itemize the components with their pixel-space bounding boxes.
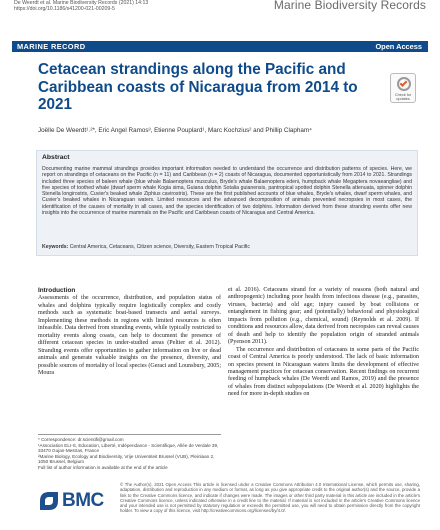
keywords-line — [42, 244, 412, 250]
license-text: © The Author(s). 2021 Open Access This article is licensed under a Creative Commons Attribution 4.0 International License, which permits use, sharing, adaptation, distribution and reproduction in any medium or format, as long as you give appropriate credit to the original author(s) and the source, provide a link to the Creative Commons licence, and indicate if changes were made. The images or other third party material in this article are included in the article's Creative Commons licence, unless indicated otherwise in a credit line to the material. If material is not included in the article's Creative Commons licence and your intended use is not permitted by statutory regulation or exceeds the permitted use, you will need to obtain permission directly from the copyright holder. To view a copy of this licence, visit http://creativecommons.org/licenses/by/4.0/. — [120, 482, 420, 514]
abstract-heading: Abstract — [42, 154, 70, 161]
body-column-left — [38, 287, 221, 377]
introduction-paragraph-1-continued: et al. 2016). Cetaceans strand for a variety of reasons (both natural and anthropogenic) including poor health from infectious disease (e.g., parasites, viruses, bacteria) and old age; injury caused by boat collisions or entanglement in fishing gear; and (potentially) behavioral and physiological impacts from pollution (e.g., chemical, sound) (Reynolds et al. 2009). If conditions and resources allow, data derived from necropsies can reveal causes of death and help to identify the population origin of stranded animals (Pyenson 2011). — [228, 287, 419, 346]
citation-line: De Weerdt et al. Marine Biodiversity Records (2021) 14:13 https://doi.org/10.1186/s41200-021-00209-5 — [14, 0, 149, 12]
introduction-paragraph-2: The occurrence and distribution of cetaceans in some parts of the Pacific coast of Central America is poorly understood. The lack of basic information on species present in Nicaraguan waters limits the development of effective management practices for cetacean conservation. Recent findings on recurrent feeding of humpback whales (De Weerdt and Ramos, 2019) and the presence of whales from distinct subpopulations (De Weerdt et al. 2020) highlights the need for more in-depth studies on — [228, 346, 419, 398]
keywords-label: Keywords: — [42, 244, 69, 250]
article-type-label: MARINE RECORD — [17, 42, 86, 51]
publisher-logo[interactable] — [38, 486, 108, 516]
article-type-bar — [12, 41, 428, 52]
keywords-list: Central America, Cetaceans, Citizen science, Diversity, Eastern Tropical Pacific — [69, 244, 250, 250]
check-for-updates-label: Check for updates — [394, 93, 412, 102]
bmc-logo-icon — [38, 490, 60, 512]
introduction-paragraph-1: Assessments of the occurrence, distribution, and population status of whales and dolphins typically require logistically complex and costly methods such as systematic boat-based transects and aerial surveys. Implementing these methods in regions with limited resources is often infeasible. Data derived from stranding events, while typically restricted to mortality events along coasts, can help to document the presence of different cetacean species in under-studied areas (Peltier et al. 2012). Stranding events offer opportunities to gather information on live or dead animals and generate valuable insights on the presence, diversity, and possible sources of mortality of local species (Geraci and Lounsbury, 2005; Moura — [38, 295, 221, 376]
journal-name[interactable]: Marine Biodiversity Records — [273, 0, 426, 12]
article-title: Cetacean strandings along the Pacific and Caribbean coasts of Nicaragua from 2014 to 2021 — [38, 61, 358, 113]
body-column-right — [228, 287, 419, 399]
open-access-label: Open Access — [375, 42, 422, 51]
correspondence-footnote: * Correspondence: dr.scientifi@gmail.com ¹Association ELI-S, Education, Liberté, Indépendance - Scientifique, Allée de Verdale 39, 33470 Gujan-Mestras, France ²Marine Biology, Ecology and Biodiversity, Vrije Universiteit Brussel (VUB), Pleinlaan 2, 1050 Brussel, Belgium Full list of author information is available at the end of the article — [38, 434, 221, 471]
introduction-heading: Introduction — [38, 287, 76, 294]
abstract-body: Documenting marine mammal strandings provides important information needed to understand the occurrence and distribution patterns of species. Here, we report on strandings of cetaceans on the Pacific (n = 11) and Caribbean (n = 2) coasts of Nicaragua, documented opportunistically from 2014 to 2021. Strandings included three species of baleen whale (blue whale Balaenoptera musculus, Bryde's whale Balaenoptera edeni, humpback whale Megaptera novaeangliae) and five species of toothed whale (dwarf sperm whale Kogia sima, Guiana dolphin Sotalia guianensis, pantropical spotted dolphin Stenella attenuata, spinner dolphin Stenella longirostris, Cuvier's beaked whale Ziphius cavirostris). These are the first published accounts of blue whales, Bryde's whales, dwarf sperm whales, and Cuvier's beaked whales in Nicaraguan waters. Limited resources and the advanced decomposition of animals prevented necropsies in most cases, the identification of the causes of mortality in all cases, and the species identification of two dolphins. Information derived from these stranding events offer new insights into the occurrence of marine mammals on the Pacific and Caribbean coasts of Nicaragua and Central America. — [42, 166, 412, 217]
publisher-name: BMC — [62, 490, 104, 511]
abstract-panel — [36, 150, 418, 256]
running-header — [0, 0, 440, 12]
check-for-updates-badge[interactable] — [390, 73, 416, 103]
author-list: Joëlle De Weerdt¹˒²*, Eric Angel Ramos³, Etienne Pouplard¹, Marc Kochzius² and Phillip Clapham⁴ — [38, 127, 312, 134]
